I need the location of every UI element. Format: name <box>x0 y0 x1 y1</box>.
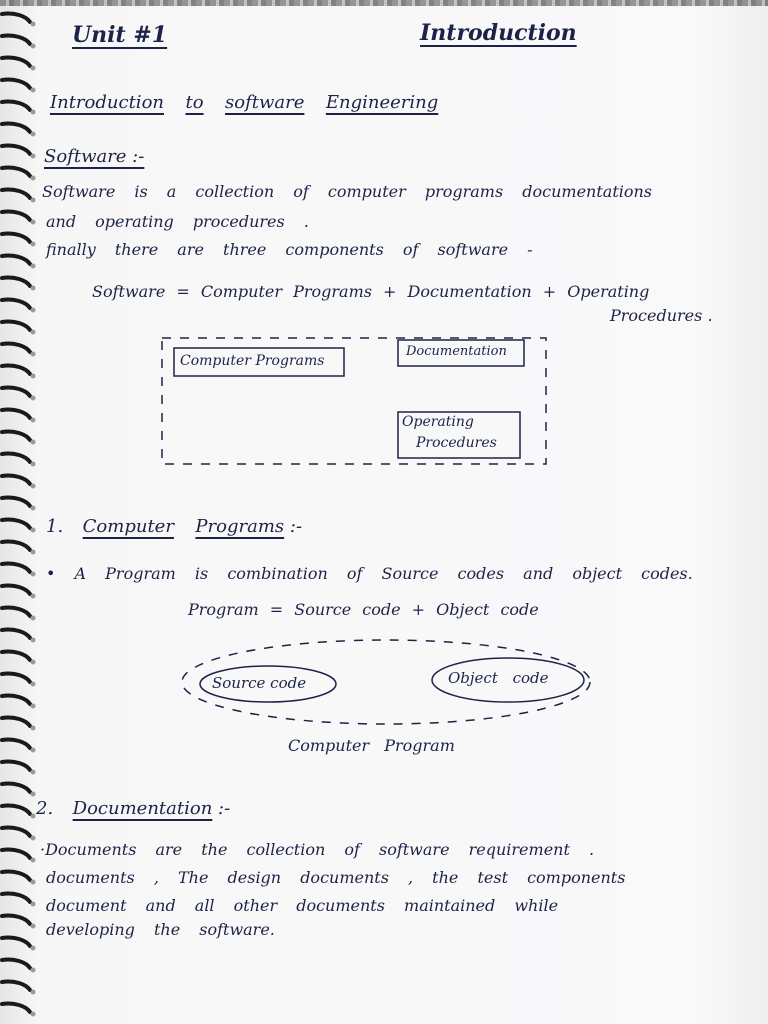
box-operating-label-2: Procedures <box>416 435 497 451</box>
programs-heading-word-2: Programs <box>195 516 285 537</box>
program-diagram-caption: Computer Program <box>288 736 455 755</box>
documentation-heading-suffix: :- <box>218 798 231 819</box>
software-equation-cont: Procedures . <box>610 306 713 325</box>
intro-word-2: to <box>185 92 204 113</box>
programs-heading-word-1: Computer <box>82 516 174 537</box>
box-operating-label-1: Operating <box>402 414 474 430</box>
software-line-3: finally there are three components of software - <box>46 240 533 259</box>
intro-word-1: Introduction <box>50 92 164 113</box>
oval-source-code-label: Source code <box>212 674 307 692</box>
program-equation: Program = Source code + Object code <box>188 600 539 619</box>
programs-heading-num: 1. <box>46 516 64 537</box>
box-computer-programs-label: Computer Programs <box>180 353 325 369</box>
software-equation: Software = Computer Programs + Documentation + Operating <box>92 282 650 301</box>
software-heading: Software :- <box>44 146 145 167</box>
intro-word-4: Engineering <box>325 92 439 113</box>
oval-object-code-label: Object code <box>448 669 549 687</box>
documentation-heading-num: 2. <box>36 798 54 819</box>
documentation-line-1: ·Documents are the collection of software requirement . <box>40 840 595 859</box>
documentation-heading-word: Documentation <box>72 798 213 819</box>
unit-label: Unit #1 <box>72 22 168 48</box>
documentation-line-4: developing the software. <box>46 920 275 939</box>
software-line-1: Software is a collection of computer programs documentations <box>42 182 653 201</box>
programs-heading-suffix: :- <box>289 516 303 537</box>
software-line-2: and operating procedures . <box>46 212 309 231</box>
documentation-line-3: document and all other documents maintained while <box>46 896 559 915</box>
programs-line-1: • A Program is combination of Source codes and object codes. <box>46 564 693 583</box>
box-documentation-label: Documentation <box>406 344 507 359</box>
documentation-heading <box>36 798 230 819</box>
documentation-line-2: documents , The design documents , the test components <box>46 868 626 887</box>
page-title: Introduction <box>420 20 577 46</box>
intro-word-3: software <box>225 92 305 113</box>
